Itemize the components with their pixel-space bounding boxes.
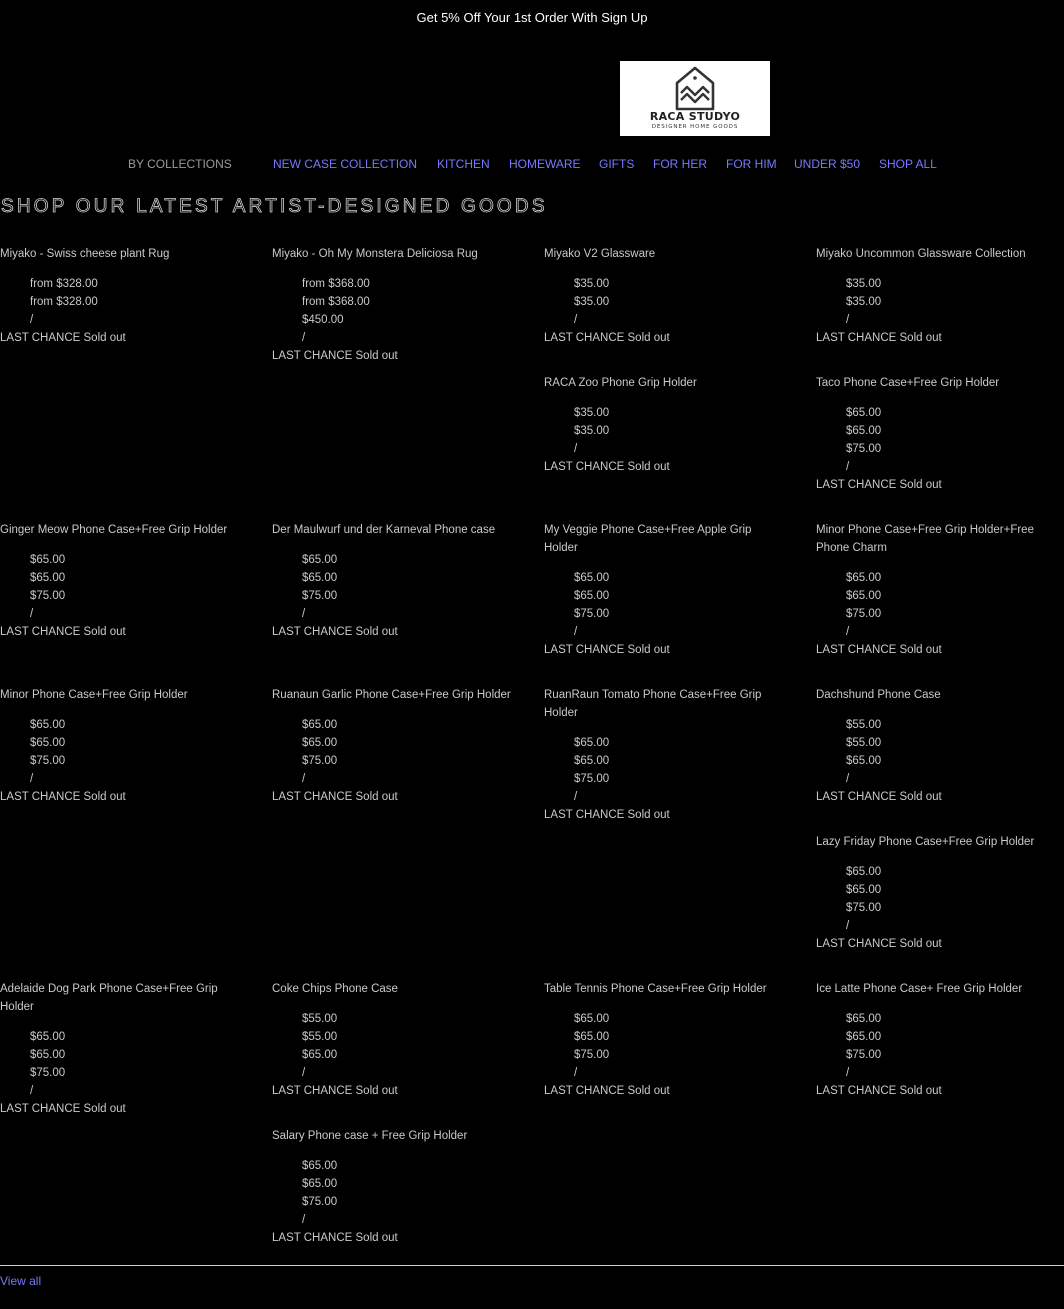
product-price: $65.00 [846,1013,882,1025]
product-price: $75.00 [30,1067,66,1079]
product-card[interactable] [0,245,240,347]
product-price: $65.00 [574,572,610,584]
price-separator: / [30,1085,34,1097]
product-price: $65.00 [574,1031,610,1043]
product-title[interactable]: Ruanaun Garlic Phone Case+Free Grip Holder [272,689,511,701]
product-price: $75.00 [846,608,882,620]
product-title[interactable]: Miyako - Swiss cheese plant Rug [0,248,170,260]
product-card[interactable] [544,521,784,659]
product-title[interactable]: RACA Zoo Phone Grip Holder [544,377,697,389]
house-mountain-icon [671,65,719,111]
product-price: $55.00 [846,737,882,749]
product-price: $35.00 [574,296,610,308]
price-separator: / [846,626,850,638]
product-price: $65.00 [574,737,610,749]
product-price: $55.00 [302,1031,338,1043]
product-price: $65.00 [302,1049,338,1061]
product-price: $65.00 [30,1031,66,1043]
product-price: $65.00 [30,554,66,566]
product-status: LAST CHANCE Sold out [816,791,942,803]
product-title[interactable]: Taco Phone Case+Free Grip Holder [816,377,1000,389]
brand-tagline: DESIGNER HOME GOODS [651,124,739,130]
product-price: $65.00 [30,737,66,749]
price-separator: / [846,314,850,326]
product-price: $65.00 [574,590,610,602]
product-price: $75.00 [574,608,610,620]
product-price: $65.00 [846,755,882,767]
price-separator: / [302,1214,306,1226]
product-title[interactable]: Minor Phone Case+Free Grip Holder+Free Phone Charm [816,524,1034,554]
product-status: LAST CHANCE Sold out [0,791,126,803]
product-price: $65.00 [574,1013,610,1025]
product-price: $75.00 [30,755,66,767]
product-status: LAST CHANCE Sold out [0,332,126,344]
product-status: LAST CHANCE Sold out [272,626,398,638]
product-card[interactable] [272,980,512,1100]
product-card[interactable] [816,980,1056,1100]
product-card[interactable] [272,521,512,641]
product-title[interactable]: Table Tennis Phone Case+Free Grip Holder [544,983,767,995]
view-all-link[interactable]: View all [0,1274,42,1288]
product-price: from $328.00 [30,278,98,290]
price-separator: / [846,920,850,932]
product-price: $35.00 [574,278,610,290]
product-price: $75.00 [302,755,338,767]
product-title[interactable]: Ginger Meow Phone Case+Free Grip Holder [0,524,228,536]
footer-divider [0,1265,1064,1266]
product-status: LAST CHANCE Sold out [816,332,942,344]
product-price: from $368.00 [302,278,370,290]
price-separator: / [302,332,306,344]
product-status: LAST CHANCE Sold out [544,332,670,344]
product-price: $75.00 [302,1196,338,1208]
product-price: $75.00 [574,773,610,785]
product-status: LAST CHANCE Sold out [272,1232,398,1244]
product-title[interactable]: Der Maulwurf und der Karneval Phone case [272,524,496,536]
nav-for-him[interactable]: FOR HIM [726,157,777,171]
product-title[interactable]: Miyako Uncommon Glassware Collection [816,248,1026,260]
product-price: $65.00 [302,572,338,584]
product-price: $65.00 [30,719,66,731]
product-price: $75.00 [30,590,66,602]
price-separator: / [574,626,578,638]
product-price: $35.00 [574,407,610,419]
price-separator: / [846,461,850,473]
product-card[interactable] [0,521,240,641]
product-price: $55.00 [302,1013,338,1025]
product-price: $65.00 [846,425,882,437]
product-status: LAST CHANCE Sold out [544,809,670,821]
price-separator: / [30,314,34,326]
product-price: $65.00 [30,1049,66,1061]
price-separator: / [302,1067,306,1079]
product-card[interactable] [816,833,1056,953]
product-price: $65.00 [302,1160,338,1172]
product-card[interactable] [272,1127,512,1247]
product-title[interactable]: Dachshund Phone Case [816,689,941,701]
product-price: $55.00 [846,719,882,731]
price-separator: / [574,1067,578,1079]
product-card[interactable] [544,245,784,347]
price-separator: / [846,1067,850,1079]
product-price: $75.00 [846,1049,882,1061]
price-separator: / [574,443,578,455]
product-status: LAST CHANCE Sold out [0,1103,126,1115]
product-price: from $328.00 [30,296,98,308]
product-status: LAST CHANCE Sold out [272,1085,398,1097]
product-title[interactable]: RuanRaun Tomato Phone Case+Free Grip Holder [544,689,762,719]
product-status: LAST CHANCE Sold out [816,479,942,491]
product-price: $35.00 [574,425,610,437]
product-card[interactable] [544,374,784,476]
price-separator: / [30,773,34,785]
product-price: $65.00 [302,1178,338,1190]
product-title[interactable]: Adelaide Dog Park Phone Case+Free Grip Holder [0,983,218,1013]
product-card[interactable] [0,980,240,1118]
product-price: $75.00 [574,1049,610,1061]
product-status: LAST CHANCE Sold out [544,1085,670,1097]
product-price: $75.00 [846,443,882,455]
product-price: $65.00 [574,755,610,767]
product-card[interactable] [0,686,240,806]
product-price: $65.00 [302,737,338,749]
product-status: LAST CHANCE Sold out [272,791,398,803]
product-title[interactable]: Miyako V2 Glassware [544,248,656,260]
price-separator: / [846,773,850,785]
product-card[interactable] [816,521,1056,659]
product-card[interactable] [816,245,1056,347]
section-heading: SHOP OUR LATEST ARTIST-DESIGNED GOODS [1,196,548,217]
product-price: $75.00 [846,902,882,914]
product-price: $35.00 [846,296,882,308]
nav-by-collections[interactable]: BY COLLECTIONS [128,157,232,171]
nav-under-50[interactable]: UNDER $50 [794,157,861,171]
product-status: LAST CHANCE Sold out [816,644,942,656]
product-title[interactable]: Minor Phone Case+Free Grip Holder [0,689,188,701]
product-status: LAST CHANCE Sold out [816,938,942,950]
nav-for-her[interactable]: FOR HER [653,157,707,171]
nav-kitchen[interactable]: KITCHEN [437,157,490,171]
product-price: $65.00 [302,719,338,731]
product-price: $65.00 [846,884,882,896]
product-card[interactable] [816,686,1056,806]
price-separator: / [574,791,578,803]
product-card[interactable] [544,980,784,1100]
product-title[interactable]: Ice Latte Phone Case+ Free Grip Holder [816,983,1023,995]
product-title[interactable]: Salary Phone case + Free Grip Holder [272,1130,468,1142]
nav-gifts[interactable]: GIFTS [599,157,635,171]
product-price: $75.00 [302,590,338,602]
product-title[interactable]: Lazy Friday Phone Case+Free Grip Holder [816,836,1035,848]
product-card[interactable] [272,245,512,365]
brand-name: RACA STUDYO [649,110,741,123]
product-status: LAST CHANCE Sold out [544,644,670,656]
product-price: $35.00 [846,278,882,290]
brand-logo[interactable] [620,61,770,136]
main-nav [0,157,1064,173]
product-card[interactable] [544,686,784,824]
price-separator: / [302,773,306,785]
nav-homeware[interactable]: HOMEWARE [509,157,581,171]
nav-new-case-collection[interactable]: NEW CASE COLLECTION [273,157,418,171]
product-price: $65.00 [846,572,882,584]
product-price: $65.00 [846,590,882,602]
nav-shop-all[interactable]: SHOP ALL [879,157,937,171]
announcement-bar[interactable]: Get 5% Off Your 1st Order With Sign Up [416,10,648,25]
price-separator: / [30,608,34,620]
price-separator: / [302,608,306,620]
product-price: $65.00 [846,866,882,878]
product-status: LAST CHANCE Sold out [544,461,670,473]
product-card[interactable] [816,374,1056,494]
product-price: $65.00 [846,1031,882,1043]
product-card[interactable] [272,686,512,806]
product-title[interactable]: Coke Chips Phone Case [272,983,398,995]
product-price: $65.00 [30,572,66,584]
product-status: LAST CHANCE Sold out [272,350,398,362]
product-price: $65.00 [846,407,882,419]
product-status: LAST CHANCE Sold out [816,1085,942,1097]
product-price: $65.00 [302,554,338,566]
product-status: LAST CHANCE Sold out [0,626,126,638]
product-price: $450.00 [302,314,344,326]
product-price: from $368.00 [302,296,370,308]
product-title[interactable]: My Veggie Phone Case+Free Apple Grip Holder [544,524,752,554]
price-separator: / [574,314,578,326]
product-title[interactable]: Miyako - Oh My Monstera Deliciosa Rug [272,248,478,260]
